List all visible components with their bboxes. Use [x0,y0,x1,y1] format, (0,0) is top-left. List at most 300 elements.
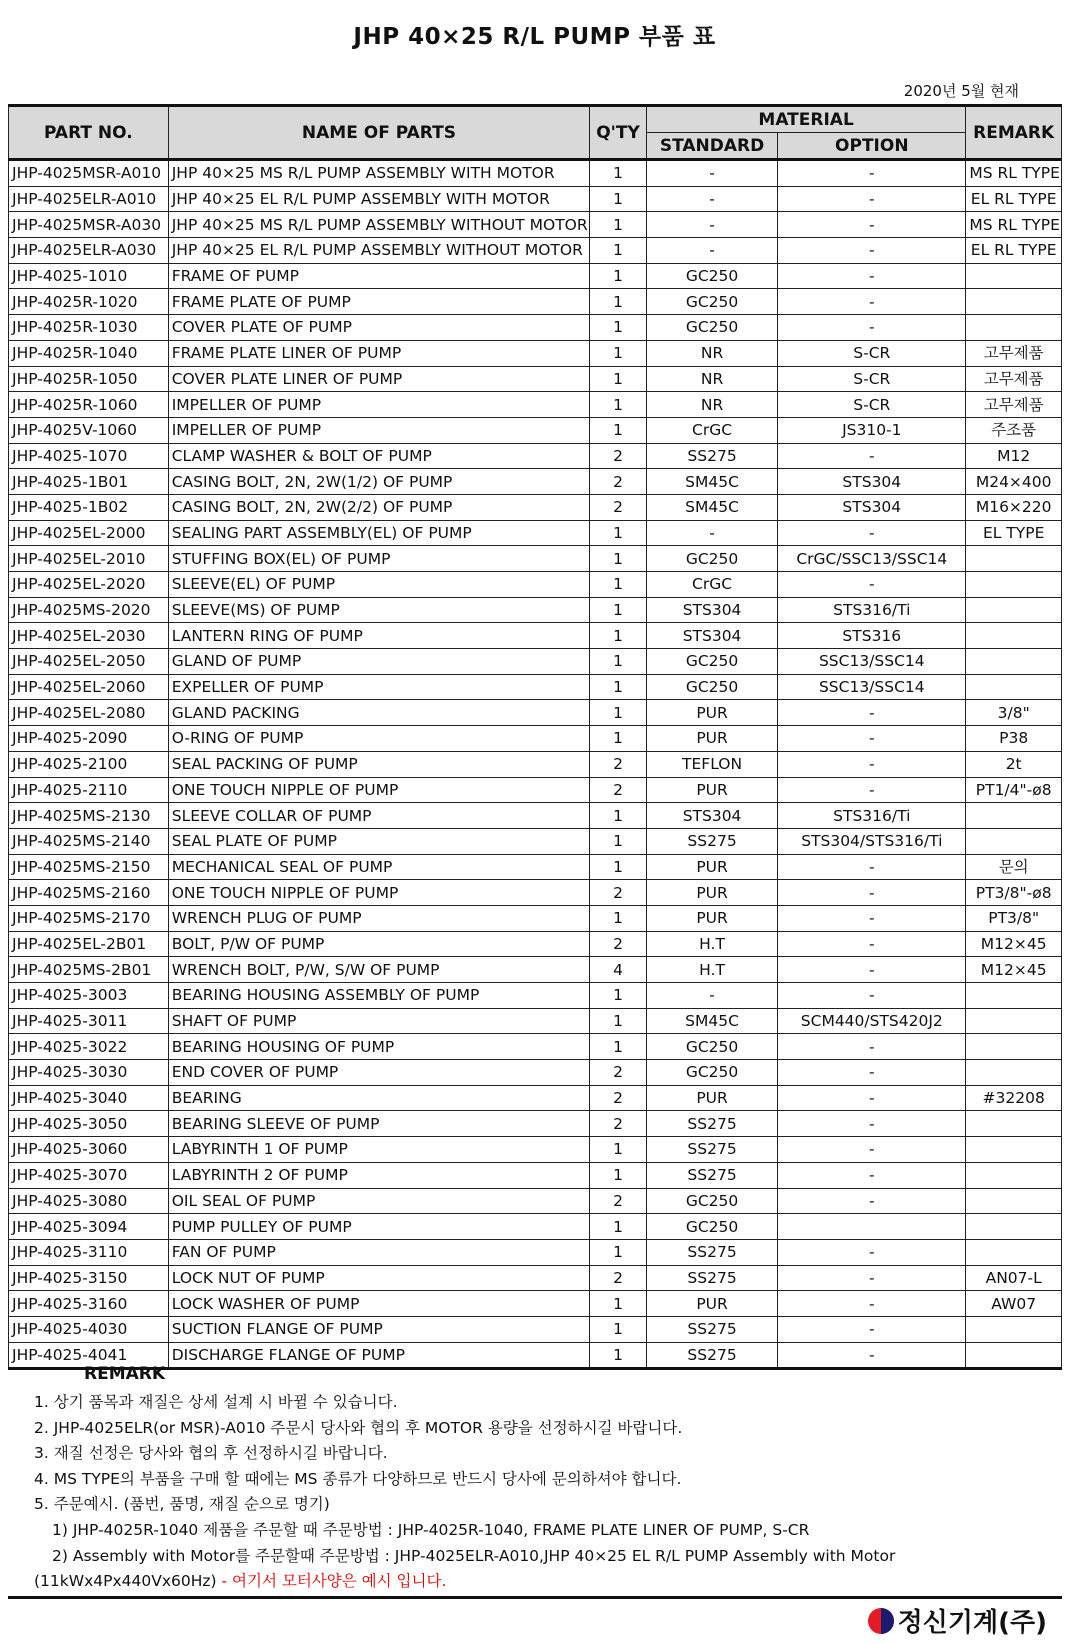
option-cell: - [778,1060,966,1086]
table-row [9,623,1062,649]
part-no-cell: JHP-4025ELR-A030 [9,238,169,264]
part-name-cell: IMPELLER OF PUMP [168,392,589,418]
option-cell: - [778,983,966,1009]
part-no-cell: JHP-4025-3080 [9,1188,169,1214]
qty-cell: 1 [590,212,647,238]
remark-cell [966,803,1062,829]
part-name-cell: JHP 40×25 MS R/L PUMP ASSEMBLY WITHOUT MOTOR [168,212,589,238]
standard-cell: H.T [646,957,777,983]
remark-note-5: 5. 주문예시. (품번, 품명, 재질 순으로 명기) [34,1495,330,1514]
option-cell: - [778,289,966,315]
option-cell: - [778,880,966,906]
remark-cell: 고무제품 [966,392,1062,418]
option-cell: STS316/Ti [778,803,966,829]
company-logo [868,1602,1047,1639]
remark-cell [966,649,1062,675]
part-no-cell: JHP-4025MS-2160 [9,880,169,906]
part-name-cell: SEAL PLATE OF PUMP [168,828,589,854]
part-no-cell: JHP-4025EL-2050 [9,649,169,675]
standard-cell: NR [646,340,777,366]
table-row [9,443,1062,469]
standard-cell: SS275 [646,1342,777,1369]
qty-cell: 1 [590,520,647,546]
standard-cell: STS304 [646,623,777,649]
option-cell: - [778,726,966,752]
table-row [9,238,1062,264]
option-cell: - [778,751,966,777]
option-cell: - [778,315,966,341]
part-no-cell: JHP-4025EL-2010 [9,546,169,572]
table-row [9,983,1062,1009]
part-name-cell: MECHANICAL SEAL OF PUMP [168,854,589,880]
table-row [9,597,1062,623]
remark-cell [966,289,1062,315]
page-title: JHP 40×25 R/L PUMP 부품 표 [353,24,716,50]
qty-cell: 4 [590,957,647,983]
part-no-cell: JHP-4025ELR-A010 [9,186,169,212]
table-row [9,1162,1062,1188]
part-no-cell: JHP-4025V-1060 [9,417,169,443]
standard-cell: CrGC [646,417,777,443]
option-cell: - [778,186,966,212]
part-name-cell: LABYRINTH 2 OF PUMP [168,1162,589,1188]
qty-cell: 1 [590,572,647,598]
qty-cell: 2 [590,494,647,520]
remark-cell: 고무제품 [966,340,1062,366]
standard-cell: PUR [646,1085,777,1111]
remark-cell: 주조품 [966,417,1062,443]
remark-cell: MS RL TYPE [966,212,1062,238]
part-name-cell: BEARING SLEEVE OF PUMP [168,1111,589,1137]
remark-note-4: 4. MS TYPE의 부품을 구매 할 때에는 MS 종류가 다양하므로 반드시 당사에 문의하셔야 합니다. [34,1469,682,1488]
standard-cell: SS275 [646,1162,777,1188]
qty-cell: 1 [590,392,647,418]
standard-cell: GC250 [646,289,777,315]
part-name-cell: JHP 40×25 EL R/L PUMP ASSEMBLY WITHOUT MOTOR [168,238,589,264]
order-example-1: 1) JHP-4025R-1040 제품을 주문할 때 주문방법 : JHP-4025R-1040, FRAME PLATE LINER OF PUMP, S-CR [52,1520,810,1539]
remark-cell: AN07-L [966,1265,1062,1291]
header-remark: REMARK [966,106,1062,160]
remark-cell: 고무제품 [966,366,1062,392]
part-no-cell: JHP-4025MS-2140 [9,828,169,854]
part-no-cell: JHP-4025-2110 [9,777,169,803]
part-no-cell: JHP-4025MS-2170 [9,905,169,931]
logo-mark-icon [868,1608,894,1634]
part-name-cell: SLEEVE(EL) OF PUMP [168,572,589,598]
remark-note-1: 1. 상기 품목과 재질은 상세 설계 시 바뀔 수 있습니다. [34,1393,398,1411]
option-cell: - [778,238,966,264]
table-row [9,1214,1062,1240]
table-row [9,1316,1062,1342]
part-name-cell: SEALING PART ASSEMBLY(EL) OF PUMP [168,520,589,546]
table-row [9,1060,1062,1086]
option-cell: - [778,905,966,931]
standard-cell: - [646,212,777,238]
part-no-cell: JHP-4025-2090 [9,726,169,752]
part-name-cell: BOLT, P/W OF PUMP [168,931,589,957]
option-cell: S-CR [778,392,966,418]
option-cell: - [778,212,966,238]
option-cell: - [778,1239,966,1265]
standard-cell: SS275 [646,1111,777,1137]
part-no-cell: JHP-4025MS-2B01 [9,957,169,983]
remark-note-2: 2. JHP-4025ELR(or MSR)-A010 주문시 당사와 협의 후 MOTOR 용량을 선정하시길 바랍니다. [34,1418,683,1437]
qty-cell: 1 [590,186,647,212]
qty-cell: 2 [590,751,647,777]
part-no-cell: JHP-4025MS-2150 [9,854,169,880]
qty-cell: 1 [590,417,647,443]
remark-cell [966,828,1062,854]
header-standard: STANDARD [646,133,777,160]
part-name-cell: BEARING HOUSING OF PUMP [168,1034,589,1060]
part-no-cell: JHP-4025-1070 [9,443,169,469]
remark-title: REMARK [84,1364,166,1384]
standard-cell: PUR [646,777,777,803]
part-name-cell: CLAMP WASHER & BOLT OF PUMP [168,443,589,469]
standard-cell: TEFLON [646,751,777,777]
standard-cell: GC250 [646,1034,777,1060]
part-name-cell: SHAFT OF PUMP [168,1008,589,1034]
part-no-cell: JHP-4025-3030 [9,1060,169,1086]
table-row [9,1291,1062,1317]
remark-cell: M16×220 [966,494,1062,520]
remark-cell [966,983,1062,1009]
header-material: MATERIAL [646,106,965,133]
option-cell: - [778,1034,966,1060]
order-example-2-cont [34,1569,1044,1595]
table-body [9,160,1062,1369]
part-no-cell: JHP-4025-4041 [9,1342,169,1369]
qty-cell: 2 [590,1265,647,1291]
standard-cell: SS275 [646,1239,777,1265]
option-cell: - [778,1085,966,1111]
part-no-cell: JHP-4025-3110 [9,1239,169,1265]
qty-cell: 1 [590,263,647,289]
header-option: OPTION [778,133,966,160]
qty-cell: 2 [590,880,647,906]
header-name: NAME OF PARTS [168,106,589,160]
table-row [9,315,1062,341]
qty-cell: 2 [590,469,647,495]
standard-cell: PUR [646,1291,777,1317]
option-cell: - [778,1291,966,1317]
part-no-cell: JHP-4025MS-2020 [9,597,169,623]
part-no-cell: JHP-4025-3160 [9,1291,169,1317]
table-row [9,777,1062,803]
qty-cell: 1 [590,983,647,1009]
part-no-cell: JHP-4025-1B01 [9,469,169,495]
remark-cell [966,1008,1062,1034]
qty-cell: 1 [590,1008,647,1034]
qty-cell: 2 [590,777,647,803]
table-row [9,494,1062,520]
qty-cell: 1 [590,160,647,187]
qty-cell: 1 [590,623,647,649]
part-name-cell: FRAME PLATE LINER OF PUMP [168,340,589,366]
option-cell: S-CR [778,340,966,366]
option-cell: - [778,1265,966,1291]
qty-cell: 2 [590,1188,647,1214]
option-cell: - [778,1111,966,1137]
table-header [9,106,1062,160]
standard-cell: GC250 [646,1188,777,1214]
table-row [9,880,1062,906]
table-row [9,726,1062,752]
standard-cell: NR [646,392,777,418]
option-cell: - [778,1137,966,1163]
standard-cell: SS275 [646,443,777,469]
part-no-cell: JHP-4025-3094 [9,1214,169,1240]
option-cell: - [778,160,966,187]
standard-cell: H.T [646,931,777,957]
table-row [9,905,1062,931]
option-cell: - [778,1316,966,1342]
part-name-cell: IMPELLER OF PUMP [168,417,589,443]
table-row [9,1137,1062,1163]
remark-cell: 2t [966,751,1062,777]
standard-cell: STS304 [646,803,777,829]
remark-cell: M24×400 [966,469,1062,495]
header-part-no: PART NO. [9,106,169,160]
standard-cell: - [646,186,777,212]
table-row [9,828,1062,854]
option-cell: STS304 [778,494,966,520]
part-no-cell: JHP-4025-4030 [9,1316,169,1342]
part-no-cell: JHP-4025-1B02 [9,494,169,520]
table-row [9,392,1062,418]
remark-cell [966,1111,1062,1137]
remark-cell: PT3/8" [966,905,1062,931]
table-row [9,160,1062,187]
part-name-cell: O-RING OF PUMP [168,726,589,752]
qty-cell: 1 [590,1316,647,1342]
standard-cell: GC250 [646,315,777,341]
part-name-cell: EXPELLER OF PUMP [168,674,589,700]
qty-cell: 2 [590,443,647,469]
option-cell: CrGC/SSC13/SSC14 [778,546,966,572]
option-cell: - [778,854,966,880]
remark-cell: M12×45 [966,957,1062,983]
part-no-cell: JHP-4025EL-2080 [9,700,169,726]
qty-cell: 2 [590,1085,647,1111]
standard-cell: SS275 [646,1265,777,1291]
remark-cell [966,546,1062,572]
remark-cell: M12×45 [966,931,1062,957]
standard-cell: SS275 [646,828,777,854]
standard-cell: - [646,520,777,546]
remark-cell [966,1316,1062,1342]
standard-cell: PUR [646,726,777,752]
part-no-cell: JHP-4025MSR-A010 [9,160,169,187]
table-row [9,931,1062,957]
standard-cell: - [646,160,777,187]
qty-cell: 1 [590,546,647,572]
part-name-cell: SLEEVE COLLAR OF PUMP [168,803,589,829]
qty-cell: 1 [590,803,647,829]
qty-cell: 1 [590,905,647,931]
option-cell: STS316 [778,623,966,649]
remark-cell: EL TYPE [966,520,1062,546]
qty-cell: 1 [590,1214,647,1240]
qty-cell: 1 [590,1137,647,1163]
remark-cell: #32208 [966,1085,1062,1111]
table-row [9,572,1062,598]
standard-cell: SM45C [646,1008,777,1034]
remark-cell: MS RL TYPE [966,160,1062,187]
table-row [9,803,1062,829]
part-name-cell: LABYRINTH 1 OF PUMP [168,1137,589,1163]
date-label: 2020년 5월 현재 [903,82,1019,100]
part-no-cell: JHP-4025R-1060 [9,392,169,418]
part-no-cell: JHP-4025-3011 [9,1008,169,1034]
standard-cell: SM45C [646,469,777,495]
standard-cell: GC250 [646,674,777,700]
part-name-cell: GLAND PACKING [168,700,589,726]
table-row [9,854,1062,880]
table-row [9,340,1062,366]
qty-cell: 1 [590,1291,647,1317]
part-name-cell: PUMP PULLEY OF PUMP [168,1214,589,1240]
table-row [9,417,1062,443]
standard-cell: - [646,238,777,264]
option-cell: - [778,443,966,469]
table-row [9,263,1062,289]
standard-cell: SM45C [646,494,777,520]
part-name-cell: GLAND OF PUMP [168,649,589,675]
remark-cell [966,1137,1062,1163]
table-row [9,469,1062,495]
part-name-cell: LOCK WASHER OF PUMP [168,1291,589,1317]
part-name-cell: END COVER OF PUMP [168,1060,589,1086]
part-no-cell: JHP-4025-3040 [9,1085,169,1111]
standard-cell: GC250 [646,546,777,572]
header-qty: Q'TY [590,106,647,160]
qty-cell: 1 [590,828,647,854]
standard-cell: SS275 [646,1137,777,1163]
part-name-cell: BEARING HOUSING ASSEMBLY OF PUMP [168,983,589,1009]
option-cell: - [778,263,966,289]
table-row [9,751,1062,777]
part-name-cell: FRAME PLATE OF PUMP [168,289,589,315]
option-cell: STS304/STS316/Ti [778,828,966,854]
remark-cell: 문의 [966,854,1062,880]
remark-cell: P38 [966,726,1062,752]
remark-cell [966,1188,1062,1214]
remark-cell [966,1162,1062,1188]
remark-cell [966,597,1062,623]
qty-cell: 1 [590,674,647,700]
option-cell [778,1214,966,1240]
part-name-cell: SUCTION FLANGE OF PUMP [168,1316,589,1342]
part-no-cell: JHP-4025MSR-A030 [9,212,169,238]
qty-cell: 1 [590,289,647,315]
standard-cell: SS275 [646,1316,777,1342]
part-name-cell: JHP 40×25 MS R/L PUMP ASSEMBLY WITH MOTOR [168,160,589,187]
part-no-cell: JHP-4025-1010 [9,263,169,289]
company-name: 정신기계(주) [897,1608,1047,1638]
footer-divider [8,1596,1062,1599]
part-no-cell: JHP-4025R-1040 [9,340,169,366]
standard-cell: STS304 [646,597,777,623]
remark-section [34,1364,1044,1595]
table-row [9,212,1062,238]
standard-cell: GC250 [646,1060,777,1086]
table-row [9,289,1062,315]
option-cell: - [778,777,966,803]
option-cell: - [778,700,966,726]
part-name-cell: JHP 40×25 EL R/L PUMP ASSEMBLY WITH MOTOR [168,186,589,212]
remark-cell: M12 [966,443,1062,469]
table-row [9,649,1062,675]
option-cell: S-CR [778,366,966,392]
part-no-cell: JHP-4025MS-2130 [9,803,169,829]
remark-cell [966,572,1062,598]
part-no-cell: JHP-4025-3070 [9,1162,169,1188]
remark-cell [966,263,1062,289]
table-row [9,1034,1062,1060]
option-cell: - [778,1162,966,1188]
part-no-cell: JHP-4025-3150 [9,1265,169,1291]
part-no-cell: JHP-4025R-1020 [9,289,169,315]
part-name-cell: OIL SEAL OF PUMP [168,1188,589,1214]
part-no-cell: JHP-4025EL-2030 [9,623,169,649]
remark-cell: AW07 [966,1291,1062,1317]
table-row [9,366,1062,392]
standard-cell: GC250 [646,649,777,675]
standard-cell: GC250 [646,263,777,289]
option-cell: SSC13/SSC14 [778,649,966,675]
remark-cell: EL RL TYPE [966,238,1062,264]
table-row [9,1239,1062,1265]
option-cell: - [778,520,966,546]
standard-cell: GC250 [646,1214,777,1240]
standard-cell: PUR [646,880,777,906]
remark-cell: 3/8" [966,700,1062,726]
qty-cell: 2 [590,1111,647,1137]
motor-spec: (11kWx4Px440Vx60Hz) [34,1572,217,1591]
part-no-cell: JHP-4025R-1030 [9,315,169,341]
part-name-cell: STUFFING BOX(EL) OF PUMP [168,546,589,572]
part-name-cell: FAN OF PUMP [168,1239,589,1265]
table-row [9,186,1062,212]
motor-spec-note: - 여기서 모터사양은 예시 입니다. [216,1572,447,1591]
part-no-cell: JHP-4025-3022 [9,1034,169,1060]
remark-cell [966,674,1062,700]
remark-cell [966,315,1062,341]
part-name-cell: LANTERN RING OF PUMP [168,623,589,649]
standard-cell: PUR [646,905,777,931]
remark-cell [966,1060,1062,1086]
table-row [9,700,1062,726]
option-cell: - [778,957,966,983]
standard-cell: NR [646,366,777,392]
table-row [9,674,1062,700]
table-row [9,1008,1062,1034]
table-row [9,1188,1062,1214]
parts-table [8,104,1062,1370]
order-example-2: 2) Assembly with Motor를 주문할때 주문방법 : JHP-4025ELR-A010,JHP 40×25 EL R/L PUMP Assembly with Motor [52,1546,896,1565]
option-cell: STS316/Ti [778,597,966,623]
remark-cell [966,623,1062,649]
part-name-cell: WRENCH PLUG OF PUMP [168,905,589,931]
qty-cell: 1 [590,1342,647,1369]
option-cell: SCM440/STS420J2 [778,1008,966,1034]
qty-cell: 2 [590,931,647,957]
standard-cell: - [646,983,777,1009]
remark-note-3: 3. 재질 선정은 당사와 협의 후 선정하시길 바랍니다. [34,1444,388,1463]
part-name-cell: ONE TOUCH NIPPLE OF PUMP [168,777,589,803]
qty-cell: 1 [590,1162,647,1188]
